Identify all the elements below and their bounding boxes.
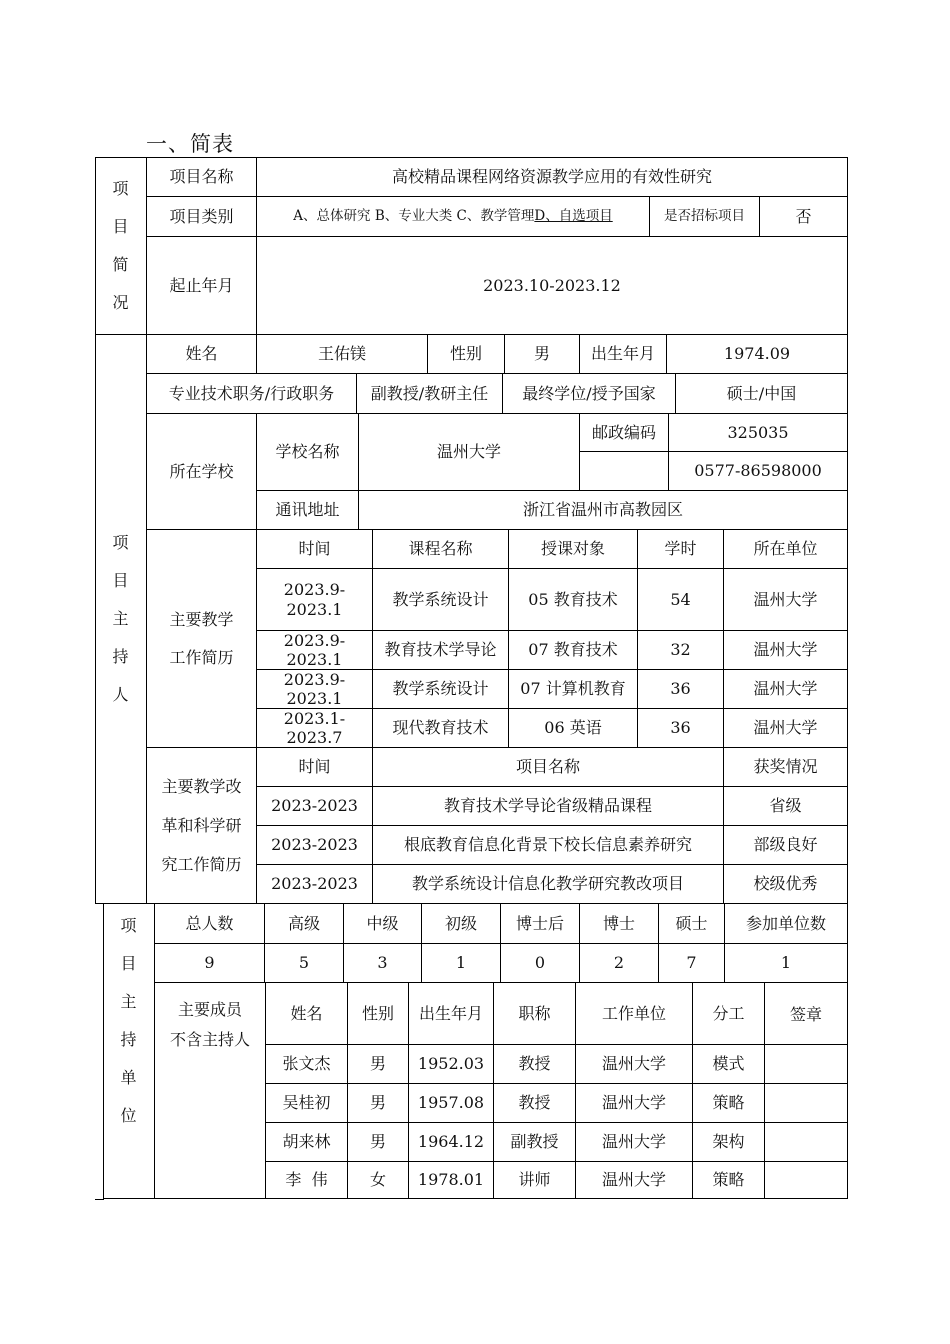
teaching-cell: 温州大学	[724, 709, 848, 748]
address-label: 通讯地址	[257, 491, 359, 530]
bid-value: 否	[760, 197, 848, 237]
count-value: 5	[265, 944, 344, 983]
research-header-project: 项目名称	[373, 748, 724, 787]
member-signature-cell	[765, 1123, 848, 1162]
school-name-value: 温州大学	[359, 414, 580, 491]
teaching-header-audience: 授课对象	[509, 530, 638, 569]
member-cell: 讲师	[494, 1162, 576, 1199]
count-header: 初级	[422, 904, 501, 944]
research-cell: 根底教育信息化背景下校长信息素养研究	[373, 826, 724, 865]
teaching-cell: 32	[638, 631, 724, 670]
count-header: 博士后	[501, 904, 580, 944]
overview-section-label: 项 目 简 况	[95, 158, 147, 335]
member-cell: 温州大学	[576, 1045, 693, 1084]
member-header-signature: 签章	[765, 983, 848, 1045]
count-value: 3	[344, 944, 422, 983]
teaching-cell: 2023.9-2023.1	[257, 670, 373, 709]
teaching-cell: 温州大学	[724, 631, 848, 670]
count-header: 参加单位数	[725, 904, 848, 944]
phone-label-cell	[580, 452, 669, 491]
member-signature-cell	[765, 1084, 848, 1123]
host-section-label: 项 目 主 持 人	[95, 335, 147, 904]
member-signature-cell	[765, 1045, 848, 1084]
teaching-header-hours: 学时	[638, 530, 724, 569]
birth-label: 出生年月	[580, 335, 667, 374]
research-header-time: 时间	[257, 748, 373, 787]
teaching-cell: 温州大学	[724, 670, 848, 709]
count-value: 0	[501, 944, 580, 983]
member-header-role: 分工	[693, 983, 765, 1045]
research-cell: 校级优秀	[724, 865, 848, 904]
member-cell: 副教授	[494, 1123, 576, 1162]
research-cell: 部级良好	[724, 826, 848, 865]
member-header-title: 职称	[494, 983, 576, 1045]
host-name-label: 姓名	[147, 335, 257, 374]
member-cell: 温州大学	[576, 1123, 693, 1162]
teaching-cell: 54	[638, 569, 724, 631]
count-header: 硕士	[659, 904, 725, 944]
count-value: 9	[155, 944, 265, 983]
teaching-cell: 07 教育技术	[509, 631, 638, 670]
count-value: 1	[725, 944, 848, 983]
birth-value: 1974.09	[667, 335, 848, 374]
member-cell: 策略	[693, 1162, 765, 1199]
teaching-label: 主要教学 工作简历	[147, 530, 257, 748]
research-cell: 省级	[724, 787, 848, 826]
research-cell: 2023-2023	[257, 826, 373, 865]
members-label: 主要成员 不含主持人	[155, 983, 266, 1199]
research-cell: 教学系统设计信息化教学研究教改项目	[373, 865, 724, 904]
unit-section-label: 项 目 主 持 单 位	[103, 904, 155, 1199]
teaching-cell: 现代教育技术	[373, 709, 509, 748]
degree-label: 最终学位/授予国家	[503, 374, 676, 414]
degree-value: 硕士/中国	[676, 374, 848, 414]
teaching-cell: 36	[638, 670, 724, 709]
teaching-cell: 05 教育技术	[509, 569, 638, 631]
member-cell: 胡来林	[266, 1123, 348, 1162]
teaching-header-unit: 所在单位	[724, 530, 848, 569]
research-label: 主要教学改 革和科学研 究工作简历	[147, 748, 257, 904]
count-header: 博士	[580, 904, 659, 944]
member-header-unit: 工作单位	[576, 983, 693, 1045]
gender-value: 男	[505, 335, 580, 374]
period-label: 起止年月	[147, 237, 257, 335]
member-cell: 温州大学	[576, 1162, 693, 1199]
count-value: 1	[422, 944, 501, 983]
school-label: 所在学校	[147, 414, 257, 530]
member-cell: 模式	[693, 1045, 765, 1084]
member-header-gender: 性别	[348, 983, 409, 1045]
member-cell: 吴桂初	[266, 1084, 348, 1123]
teaching-cell: 2023.1-2023.7	[257, 709, 373, 748]
member-cell: 男	[348, 1084, 409, 1123]
title-label: 专业技术职务/行政职务	[147, 374, 357, 414]
count-header: 总人数	[155, 904, 265, 944]
school-name-label: 学校名称	[257, 414, 359, 491]
member-cell: 1952.03	[409, 1045, 494, 1084]
member-header-name: 姓名	[266, 983, 348, 1045]
teaching-cell: 07 计算机教育	[509, 670, 638, 709]
member-cell: 温州大学	[576, 1084, 693, 1123]
member-cell: 架构	[693, 1123, 765, 1162]
phone-value: 0577-86598000	[669, 452, 848, 491]
teaching-cell: 教学系统设计	[373, 670, 509, 709]
host-name-value: 王佑镁	[257, 335, 428, 374]
teaching-cell: 2023.9-2023.1	[257, 631, 373, 670]
teaching-cell: 2023.9-2023.1	[257, 569, 373, 631]
member-cell: 教授	[494, 1045, 576, 1084]
count-value: 2	[580, 944, 659, 983]
research-cell: 2023-2023	[257, 787, 373, 826]
member-cell: 男	[348, 1045, 409, 1084]
table-bottom-stub	[95, 1199, 104, 1200]
teaching-header-course: 课程名称	[373, 530, 509, 569]
count-header: 高级	[265, 904, 344, 944]
research-cell: 教育技术学导论省级精品课程	[373, 787, 724, 826]
postcode-value: 325035	[669, 414, 848, 452]
member-signature-cell	[765, 1162, 848, 1199]
teaching-cell: 教育技术学导论	[373, 631, 509, 670]
project-type-options	[257, 197, 650, 237]
count-header: 中级	[344, 904, 422, 944]
member-cell: 张文杰	[266, 1045, 348, 1084]
member-cell: 1957.08	[409, 1084, 494, 1123]
title-value: 副教授/教研主任	[357, 374, 503, 414]
member-cell: 李 伟	[266, 1162, 348, 1199]
project-name-value: 高校精品课程网络资源教学应用的有效性研究	[257, 158, 848, 197]
member-cell: 教授	[494, 1084, 576, 1123]
project-name-label: 项目名称	[147, 158, 257, 197]
type-options-plain: A、总体研究 B、专业大类 C、教学管理	[293, 208, 535, 225]
gender-label: 性别	[428, 335, 505, 374]
member-header-birth: 出生年月	[409, 983, 494, 1045]
teaching-cell: 06 英语	[509, 709, 638, 748]
teaching-header-time: 时间	[257, 530, 373, 569]
teaching-cell: 温州大学	[724, 569, 848, 631]
type-option-selected: D、自选项目	[534, 208, 613, 225]
member-cell: 男	[348, 1123, 409, 1162]
address-value: 浙江省温州市高教园区	[359, 491, 848, 530]
period-value: 2023.10-2023.12	[257, 237, 848, 335]
count-value: 7	[659, 944, 725, 983]
member-cell: 女	[348, 1162, 409, 1199]
teaching-cell: 36	[638, 709, 724, 748]
teaching-cell: 教学系统设计	[373, 569, 509, 631]
member-cell: 1978.01	[409, 1162, 494, 1199]
member-cell: 1964.12	[409, 1123, 494, 1162]
page-heading: 一、简表	[146, 132, 234, 156]
research-header-award: 获奖情况	[724, 748, 848, 787]
member-cell: 策略	[693, 1084, 765, 1123]
research-cell: 2023-2023	[257, 865, 373, 904]
project-type-label: 项目类别	[147, 197, 257, 237]
bid-label: 是否招标项目	[650, 197, 760, 237]
postcode-label: 邮政编码	[580, 414, 669, 452]
